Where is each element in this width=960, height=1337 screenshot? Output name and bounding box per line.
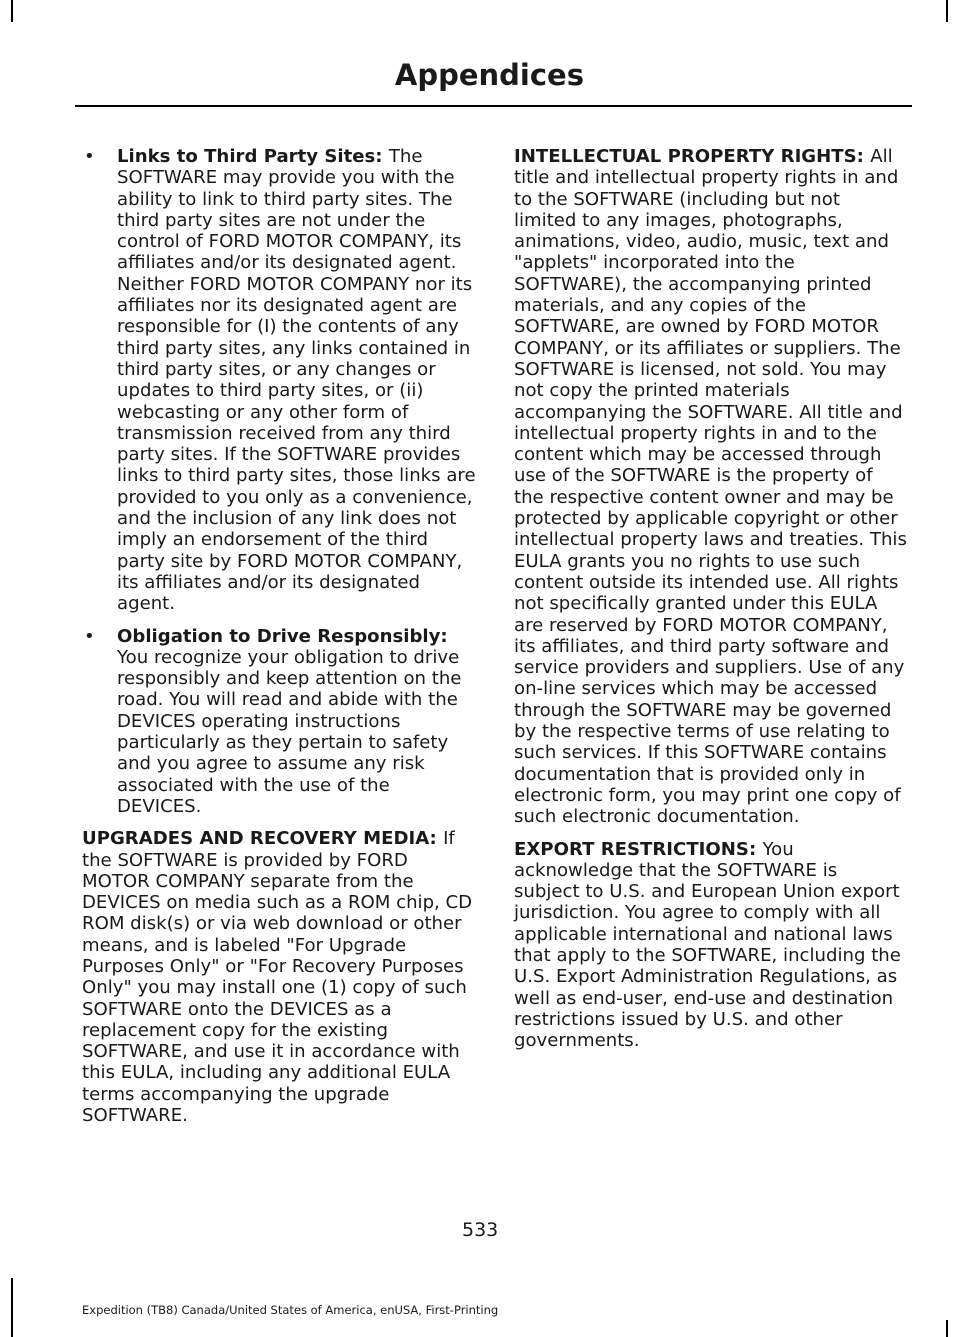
bullet-marker: • <box>84 625 95 647</box>
section-heading: INTELLECTUAL PROPERTY RIGHTS: <box>514 146 871 167</box>
ip-rights-section <box>514 146 908 828</box>
section-heading: EXPORT RESTRICTIONS: <box>514 838 763 860</box>
section-text: You recognize your obligation to drive responsibly and keep attention on the road. You will read and abide with the DEVICES operating instructions particularly as they pertain to safety and you agree to assume any risk associated with the use of the DEVICES. <box>117 646 462 817</box>
export-restrictions-section <box>514 839 908 1052</box>
section-heading: Links to Third Party Sites: <box>117 146 389 167</box>
footer-text: Expedition (TB8) Canada/United States of America, enUSA, First-Printing <box>82 1303 499 1317</box>
section-text: If the SOFTWARE is provided by FORD MOTOR COMPANY separate from the DEVICES on media such as a ROM chip, CD ROM disk(s) or via web download or other means, and is labeled "For Upgrade Purposes Only" or "For Recovery Purposes Only" you may install one (1) copy of such SOFTWARE onto the DEVICES as a replacement copy for the existing SOFTWARE, and use it in accordance with this EULA, including any additional EULA terms accompanying the upgrade SOFTWARE. <box>82 828 473 1127</box>
section-heading: Obligation to Drive Responsibly: <box>117 625 448 647</box>
section-text: All title and intellectual property rights in and to the SOFTWARE (including but not limited to any images, photographs, animations, video, audio, music, text and "applets" incorporated into the SOFTWARE), the accompanying printed materials, and any copies of the SOFTWARE, are owned by FORD MOTOR COMPANY, or its affiliates or suppliers. The SOFTWARE is licensed, not sold. You may not copy the printed materials accompanying the SOFTWARE. All title and intellectual property rights in and to the content which may be accessed through use of the SOFTWARE is the property of the respective content owner and may be protected by applicable copyright or other intellectual property laws and treaties. This EULA grants you no rights to use such content outside its intended use. All rights not specifically granted under this EULA are reserved by FORD MOTOR COMPANY, its affiliates, and third party software and service providers and suppliers. Use of any on-line services which may be accessed through the SOFTWARE may be governed by the respective terms of use relating to such services. If this SOFTWARE contains documentation that is provided only in electronic form, you may print one copy of such electronic documentation. <box>514 146 907 828</box>
header-divider <box>75 105 912 107</box>
bullet-marker: • <box>84 146 95 167</box>
list-item <box>82 146 476 615</box>
upgrades-section <box>82 828 476 1126</box>
crop-mark <box>946 1320 948 1337</box>
page-title: Appendices <box>394 58 584 92</box>
section-text: The SOFTWARE may provide you with the ability to link to third party sites. The third party sites are not under the control of FORD MOTOR COMPANY, its affiliates and/or its designated agent. Neither FORD MOTOR COMPANY nor its affiliates nor its designated agent are responsible for (I) the contents of any third party sites, any links contained in third party sites, or any changes or updates to third party sites, or (ii) webcasting or any other form of transmission received from any third party sites. If the SOFTWARE provides links to third party sites, those links are provided to you only as a convenience, and the inclusion of any link does not imply an endorsement of the third party site by FORD MOTOR COMPANY, its affiliates and/or its designated agent. <box>117 146 476 615</box>
crop-mark <box>11 1278 13 1337</box>
page-number: 533 <box>462 1219 499 1241</box>
section-text: You acknowledge that the SOFTWARE is subject to U.S. and European Union export jurisdiction. You agree to comply with all applicable international and national laws that apply to the SOFTWARE, including the U.S. Export Administration Regulations, as well as end-user, end-use and destination restrictions issued by U.S. and other governments. <box>514 838 901 1052</box>
left-column <box>82 146 476 1137</box>
crop-mark <box>11 0 13 22</box>
crop-mark <box>946 0 948 22</box>
section-heading: UPGRADES AND RECOVERY MEDIA: <box>82 828 444 850</box>
right-column <box>514 146 908 1062</box>
list-item <box>82 626 476 818</box>
